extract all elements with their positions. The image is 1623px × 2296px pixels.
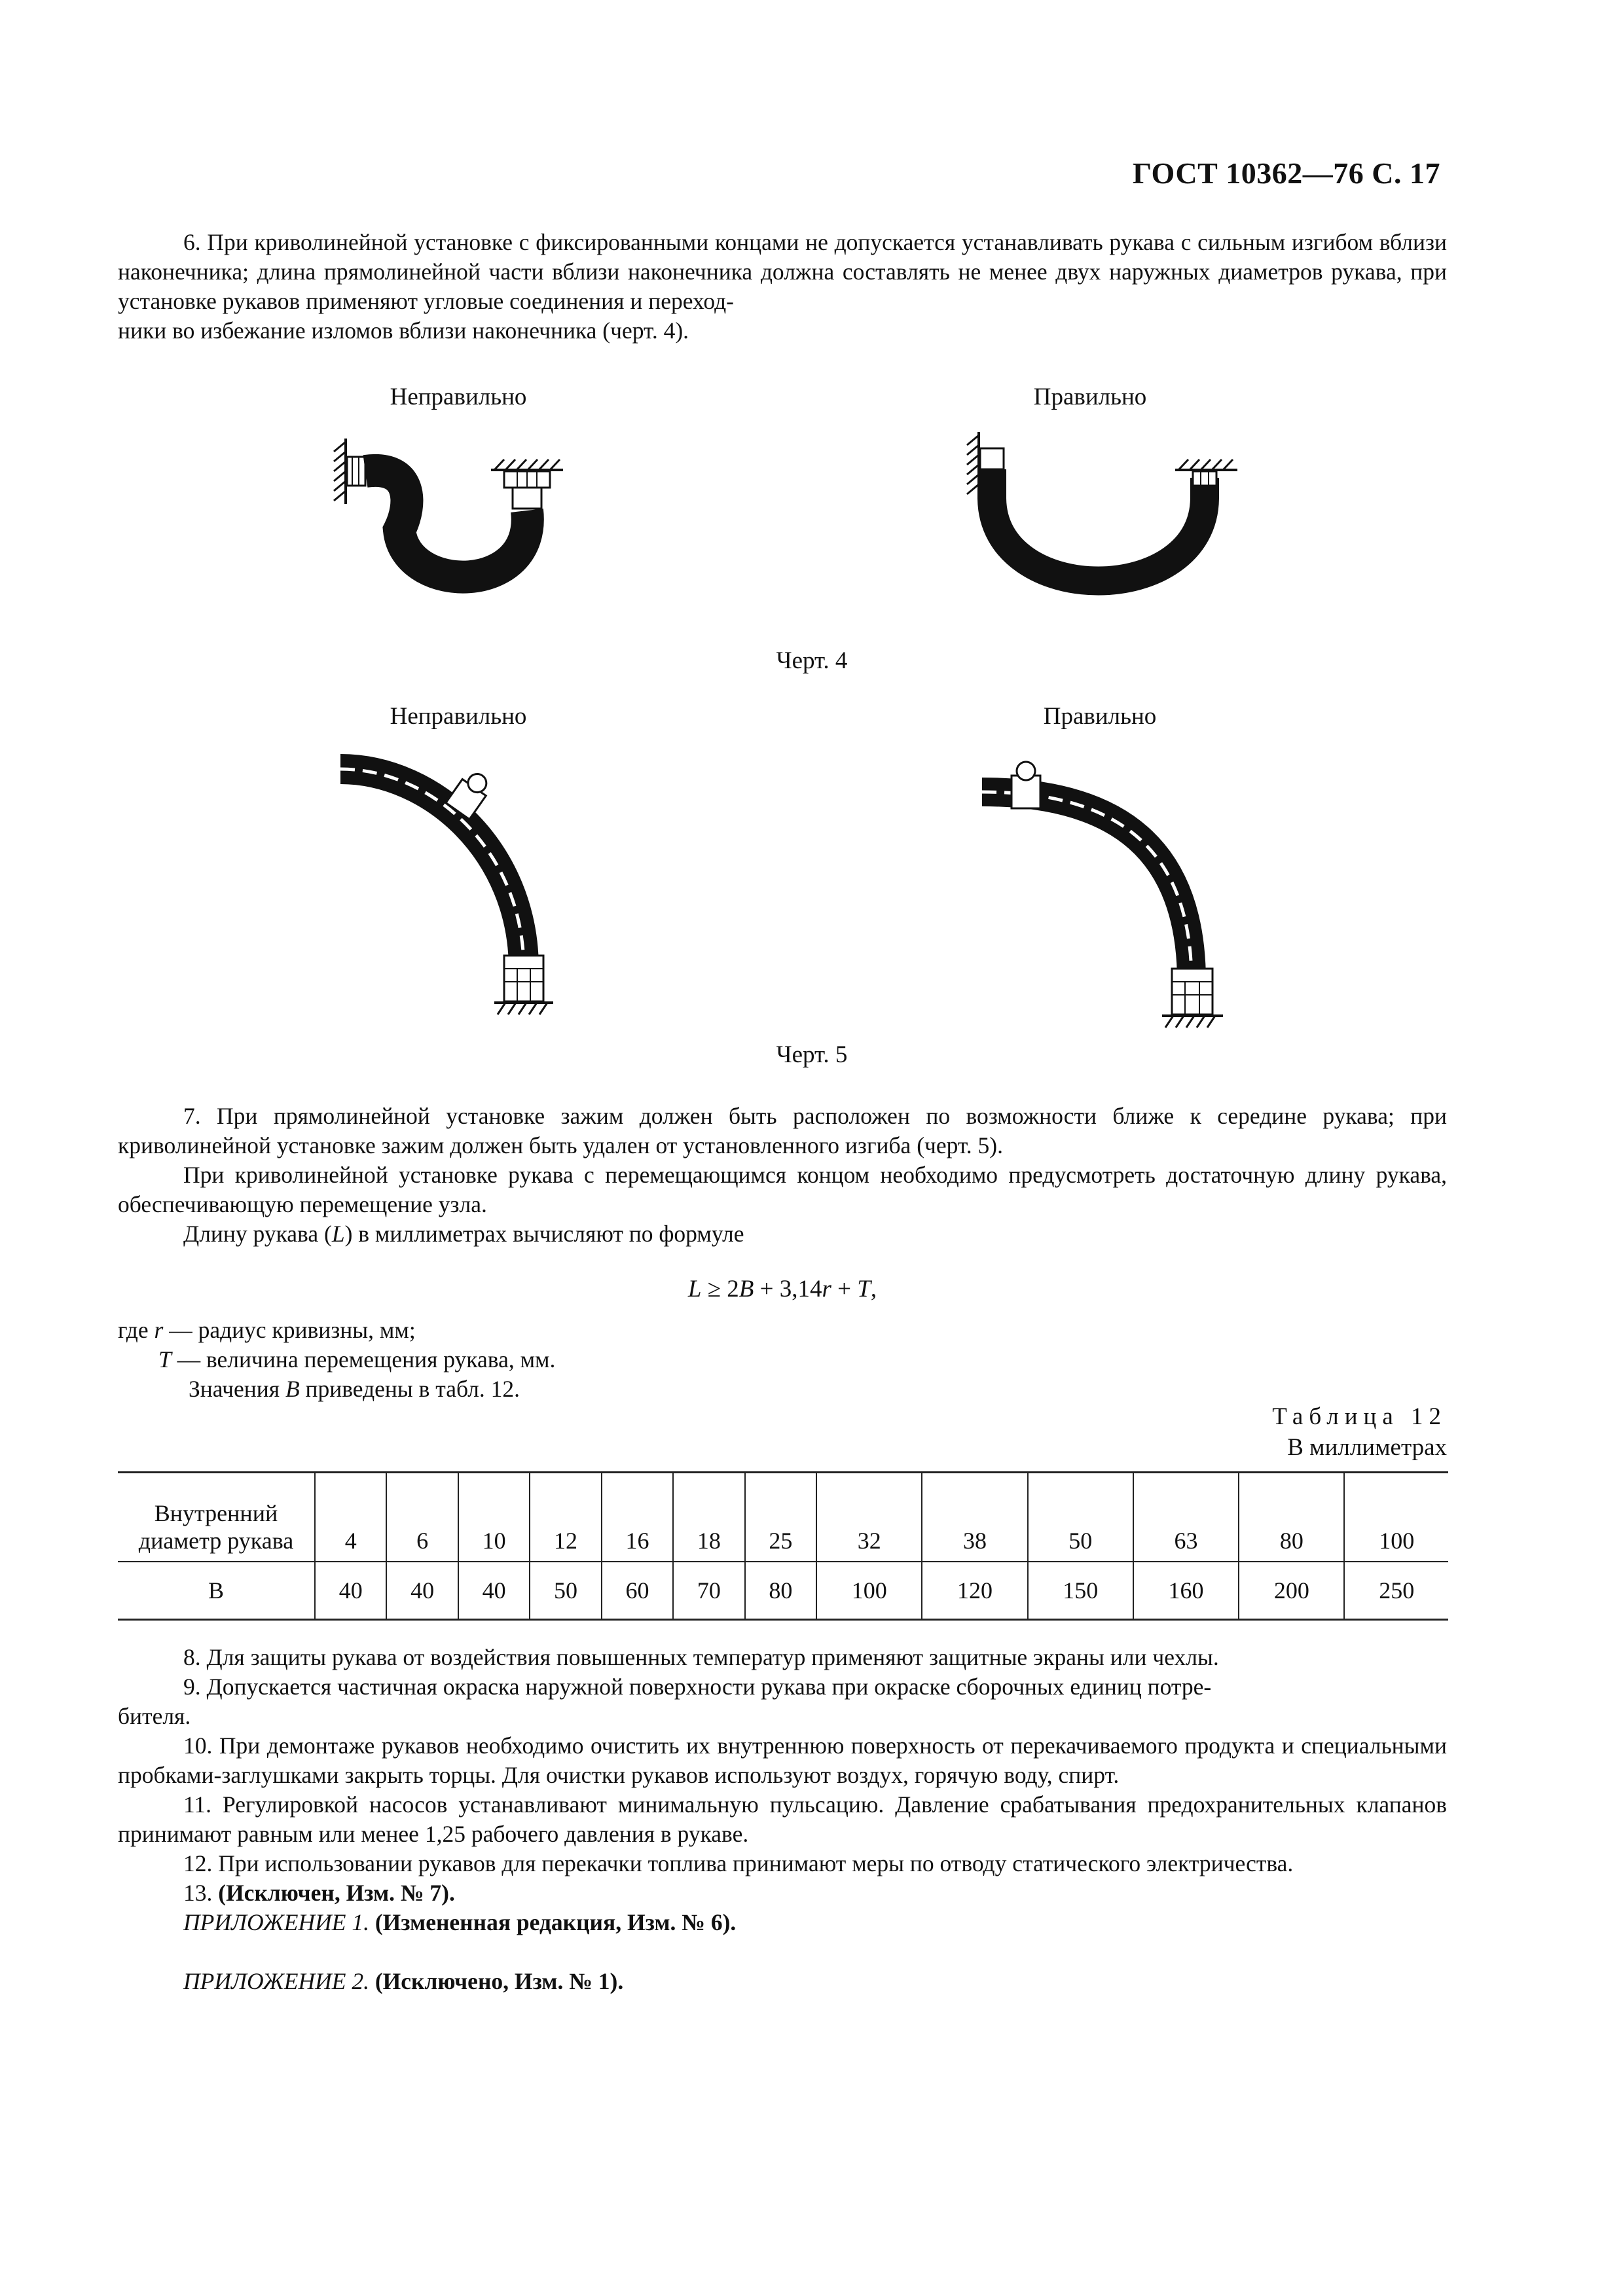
table-cell: 120 xyxy=(922,1562,1027,1620)
paragraph-6-main: 6. При криволинейной установке с фиксированными концами не допускается устанавливать рукава с сильным изгибом вблизи наконечника; длина прямолинейной части вблизи наконечника должна составлять не менее двух наружных диаметров рукава, при установке рукавов применяют угловые соединения и переход- xyxy=(118,229,1447,314)
table-cell: 60 xyxy=(602,1562,673,1620)
fig4-right-drawing xyxy=(956,425,1244,628)
fig5-caption: Черт. 5 xyxy=(776,1041,848,1068)
paragraph-9-main: 9. Допускается частичная окраска наружной поверхности рукава при окраске сборочных единиц потре- xyxy=(183,1674,1212,1700)
table-cell: 80 xyxy=(1239,1473,1344,1562)
fitting-bottom xyxy=(504,956,543,1001)
fitting-left xyxy=(980,448,1004,469)
fig4-label-wrong: Неправильно xyxy=(390,384,527,410)
table-cell: 4 xyxy=(315,1473,386,1562)
table-cell: 12 xyxy=(530,1473,601,1562)
table-cell: 40 xyxy=(386,1562,458,1620)
table-cell: 10 xyxy=(458,1473,530,1562)
table-title: Таблица 12 xyxy=(1272,1403,1447,1430)
wall-hatch xyxy=(967,435,979,494)
paragraph-11: 11. Регулировкой насосов устанавливают минимальную пульсацию. Давление срабатывания предохранительных клапанов принимают равным или менее 1,25 рабочего давления в рукаве. xyxy=(118,1791,1447,1847)
paragraph-6-last: ники во избежание изломов вблизи наконечника (черт. 4). xyxy=(118,317,689,344)
table-cell: 50 xyxy=(530,1562,601,1620)
paragraph-10: 10. При демонтаже рукавов необходимо очистить их внутреннюю поверхность от перекачиваемого продукта и специальными пробками-заглушками закрыть торцы. Для очистки рукавов используют воздух, горячую воду, спирт. xyxy=(118,1732,1447,1788)
table-cell: 70 xyxy=(673,1562,744,1620)
paragraph-8: 8. Для защиты рукава от воздействия повышенных температур применяют защитные экраны или чехлы. xyxy=(183,1644,1219,1670)
appendix-1-note: ПРИЛОЖЕНИЕ 1. (Измененная редакция, Изм. № 6). xyxy=(183,1909,737,1935)
def-t: T — величина перемещения рукава, мм. xyxy=(158,1346,556,1372)
fitting-bottom xyxy=(1172,969,1213,1014)
paragraph-13: 13. (Исключен, Изм. № 7). xyxy=(183,1880,455,1906)
table-cell: 160 xyxy=(1133,1562,1239,1620)
paragraph-12: 12. При использовании рукавов для перекачки топлива принимают меры по отводу статического электричества. xyxy=(183,1850,1294,1876)
paragraph-9-last: бителя. xyxy=(118,1703,191,1729)
row-header-diameter: Внутренний диаметр рукава xyxy=(118,1473,315,1562)
ceiling-hatch xyxy=(494,459,560,470)
paragraph-7 xyxy=(118,1102,1447,1249)
table-row xyxy=(118,1473,1448,1562)
fig5-wrong-drawing xyxy=(334,753,570,1028)
table-cell: 50 xyxy=(1028,1473,1133,1562)
table-cell: 80 xyxy=(745,1562,816,1620)
fitting-right xyxy=(513,488,541,509)
table-cell: 40 xyxy=(315,1562,386,1620)
table-cell: 38 xyxy=(922,1473,1027,1562)
wall-hatch xyxy=(334,442,346,501)
fig4-caption: Черт. 4 xyxy=(776,647,848,674)
def-b: Значения B приведены в табл. 12. xyxy=(189,1376,520,1402)
fig4-label-right: Правильно xyxy=(1033,384,1147,410)
floor-hatch xyxy=(1165,1016,1215,1028)
hose-u-curve xyxy=(992,469,1205,581)
table-12 xyxy=(118,1471,1448,1621)
floor-hatch xyxy=(498,1003,547,1014)
paragraph-7-2: При криволинейной установке рукава с перемещающимся концом необходимо предусмотреть достаточную длину рукава, обеспечивающую перемещение узла. xyxy=(118,1162,1447,1217)
appendix-2-note: ПРИЛОЖЕНИЕ 2. (Исключено, Изм. № 1). xyxy=(183,1968,624,1994)
paragraph-7-3: Длину рукава (L) в миллиметрах вычисляют по формуле xyxy=(183,1221,744,1247)
table-cell: 100 xyxy=(1344,1473,1448,1562)
table-cell: 63 xyxy=(1133,1473,1239,1562)
formula: L ≥ 2B + 3,14r + T, xyxy=(687,1276,877,1302)
fitting-right xyxy=(1193,471,1216,486)
paragraph-6 xyxy=(118,228,1447,346)
table-cell: 200 xyxy=(1239,1562,1344,1620)
table-cell: 25 xyxy=(745,1473,816,1562)
ceiling-hatch xyxy=(1178,459,1233,470)
items-8-13 xyxy=(118,1643,1447,1996)
table-cell: 100 xyxy=(816,1562,922,1620)
table-cell: 6 xyxy=(386,1473,458,1562)
table-cell: 16 xyxy=(602,1473,673,1562)
table-cell: 18 xyxy=(673,1473,744,1562)
table-cell: 40 xyxy=(458,1562,530,1620)
table-cell: 250 xyxy=(1344,1562,1448,1620)
fig5-label-right: Правильно xyxy=(1043,703,1157,730)
fig5-label-wrong: Неправильно xyxy=(390,703,527,730)
def-r: где r — радиус кривизны, мм; xyxy=(118,1317,416,1343)
table-cell: 32 xyxy=(816,1473,922,1562)
paragraph-7-1: 7. При прямолинейной установке зажим должен быть расположен по возможности ближе к середине рукава; при криволинейной установке зажим должен быть удален от установленного изгиба (черт. 5). xyxy=(118,1103,1447,1158)
fig5-right-drawing xyxy=(969,746,1250,1041)
definitions xyxy=(118,1316,1447,1404)
table-row xyxy=(118,1562,1448,1620)
page-header: ГОСТ 10362—76 С. 17 xyxy=(1132,156,1440,190)
hose-arc xyxy=(982,792,1192,982)
fig4-wrong-drawing xyxy=(314,425,615,622)
row-header-b: В xyxy=(208,1577,224,1604)
table-cell: 150 xyxy=(1028,1562,1133,1620)
fitting-left xyxy=(347,457,365,486)
table-units: В миллиметрах xyxy=(1287,1434,1447,1461)
hose-arc xyxy=(340,769,524,969)
